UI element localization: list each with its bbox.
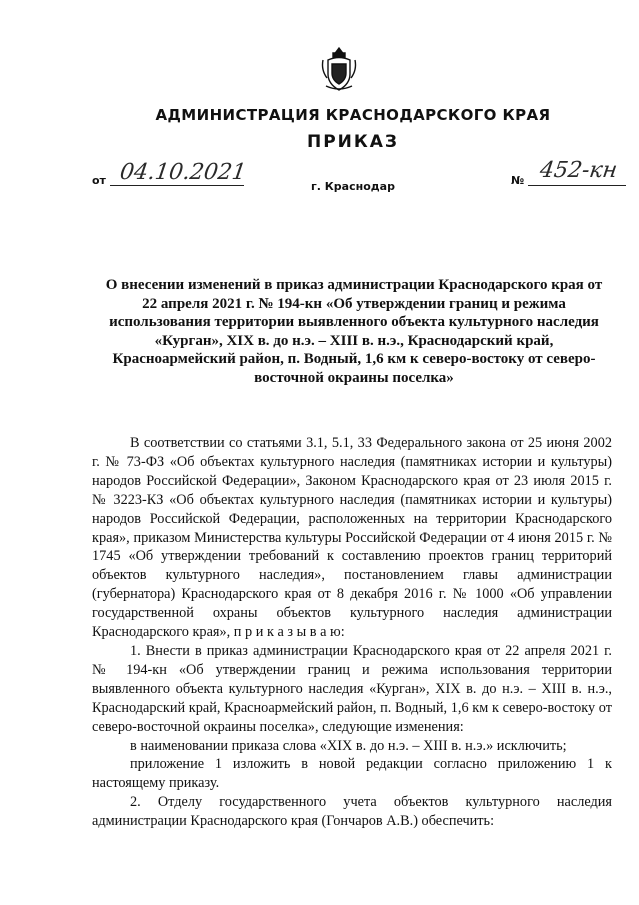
order-title: О внесении изменений в приказ администрации Краснодарского края от 22 апреля 2021 г. № 194-кн «Об утверждении границ и режима использования территории выявленного объекта культурного наследия «Курган», XIX в. до н.э. – XIII в. н.э., Краснодарский край, Красноармейский район, п. Водный, 1,6 км к северо-востоку от северо-восточной окраины поселка» [105, 277, 603, 386]
body-paragraph: 1. Внести в приказ администрации Краснодарского края от 22 апреля 2021 г. № 194-кн «Об утверждении границ и режима использования территории выявленного объекта культурного наследия «Курган», XIX в. до н.э. – XIII в. н.э., Краснодарский край, Красноармейский район, п. Водный, 1,6 км к северо-востоку от северо-восточной окраины поселка», следующие изменения: [92, 642, 612, 735]
city-label: г. Краснодар [311, 180, 395, 193]
number-underline [528, 185, 626, 186]
order-body [92, 434, 612, 831]
organization-name: АДМИНИСТРАЦИЯ КРАСНОДАРСКОГО КРАЯ [155, 106, 551, 124]
date-label: от [92, 174, 106, 187]
body-paragraph: в наименовании приказа слова «XIX в. до н.э. – XIII в. н.э.» исключить; [130, 737, 567, 754]
handwritten-number: 452-кн [538, 158, 619, 183]
coat-of-arms-icon [320, 46, 358, 92]
number-label: № [511, 174, 525, 187]
body-paragraph: В соответствии со статьями 3.1, 5.1, 33 Федерального закона от 25 июня 2002 г. № 73-ФЗ «Об объектах культурного наследия (памятниках истории и культуры) народов Российской Федерации», Законом Краснодарского края от 23 июля 2015 г. № 3223-КЗ «Об объектах культурного наследия (памятниках истории и культуры) народов Российской Федерации, расположенных на территории Краснодарского края», приказом Министерства культуры Российской Федерации от 4 июня 2015 г. № 1745 «Об утверждении требований к составлению проектов границ территорий объектов культурного наследия», постановлением главы администрации (губернатора) Краснодарского края от 8 декабря 2016 г. № 1000 «Об управлении государственной охраны объектов культурного наследия администрации Краснодарского края», п р и к а з ы в а ю: [92, 435, 612, 641]
handwritten-date: 04.10.2021 [118, 160, 248, 185]
body-paragraph: 2. Отделу государственного учета объектов культурного наследия администрации Краснодарского края (Гончаров А.В.) обеспечить: [92, 794, 612, 830]
body-paragraph: приложение 1 изложить в новой редакции согласно приложению 1 к настоящему приказу. [92, 756, 612, 792]
document-type: ПРИКАЗ [306, 132, 400, 152]
